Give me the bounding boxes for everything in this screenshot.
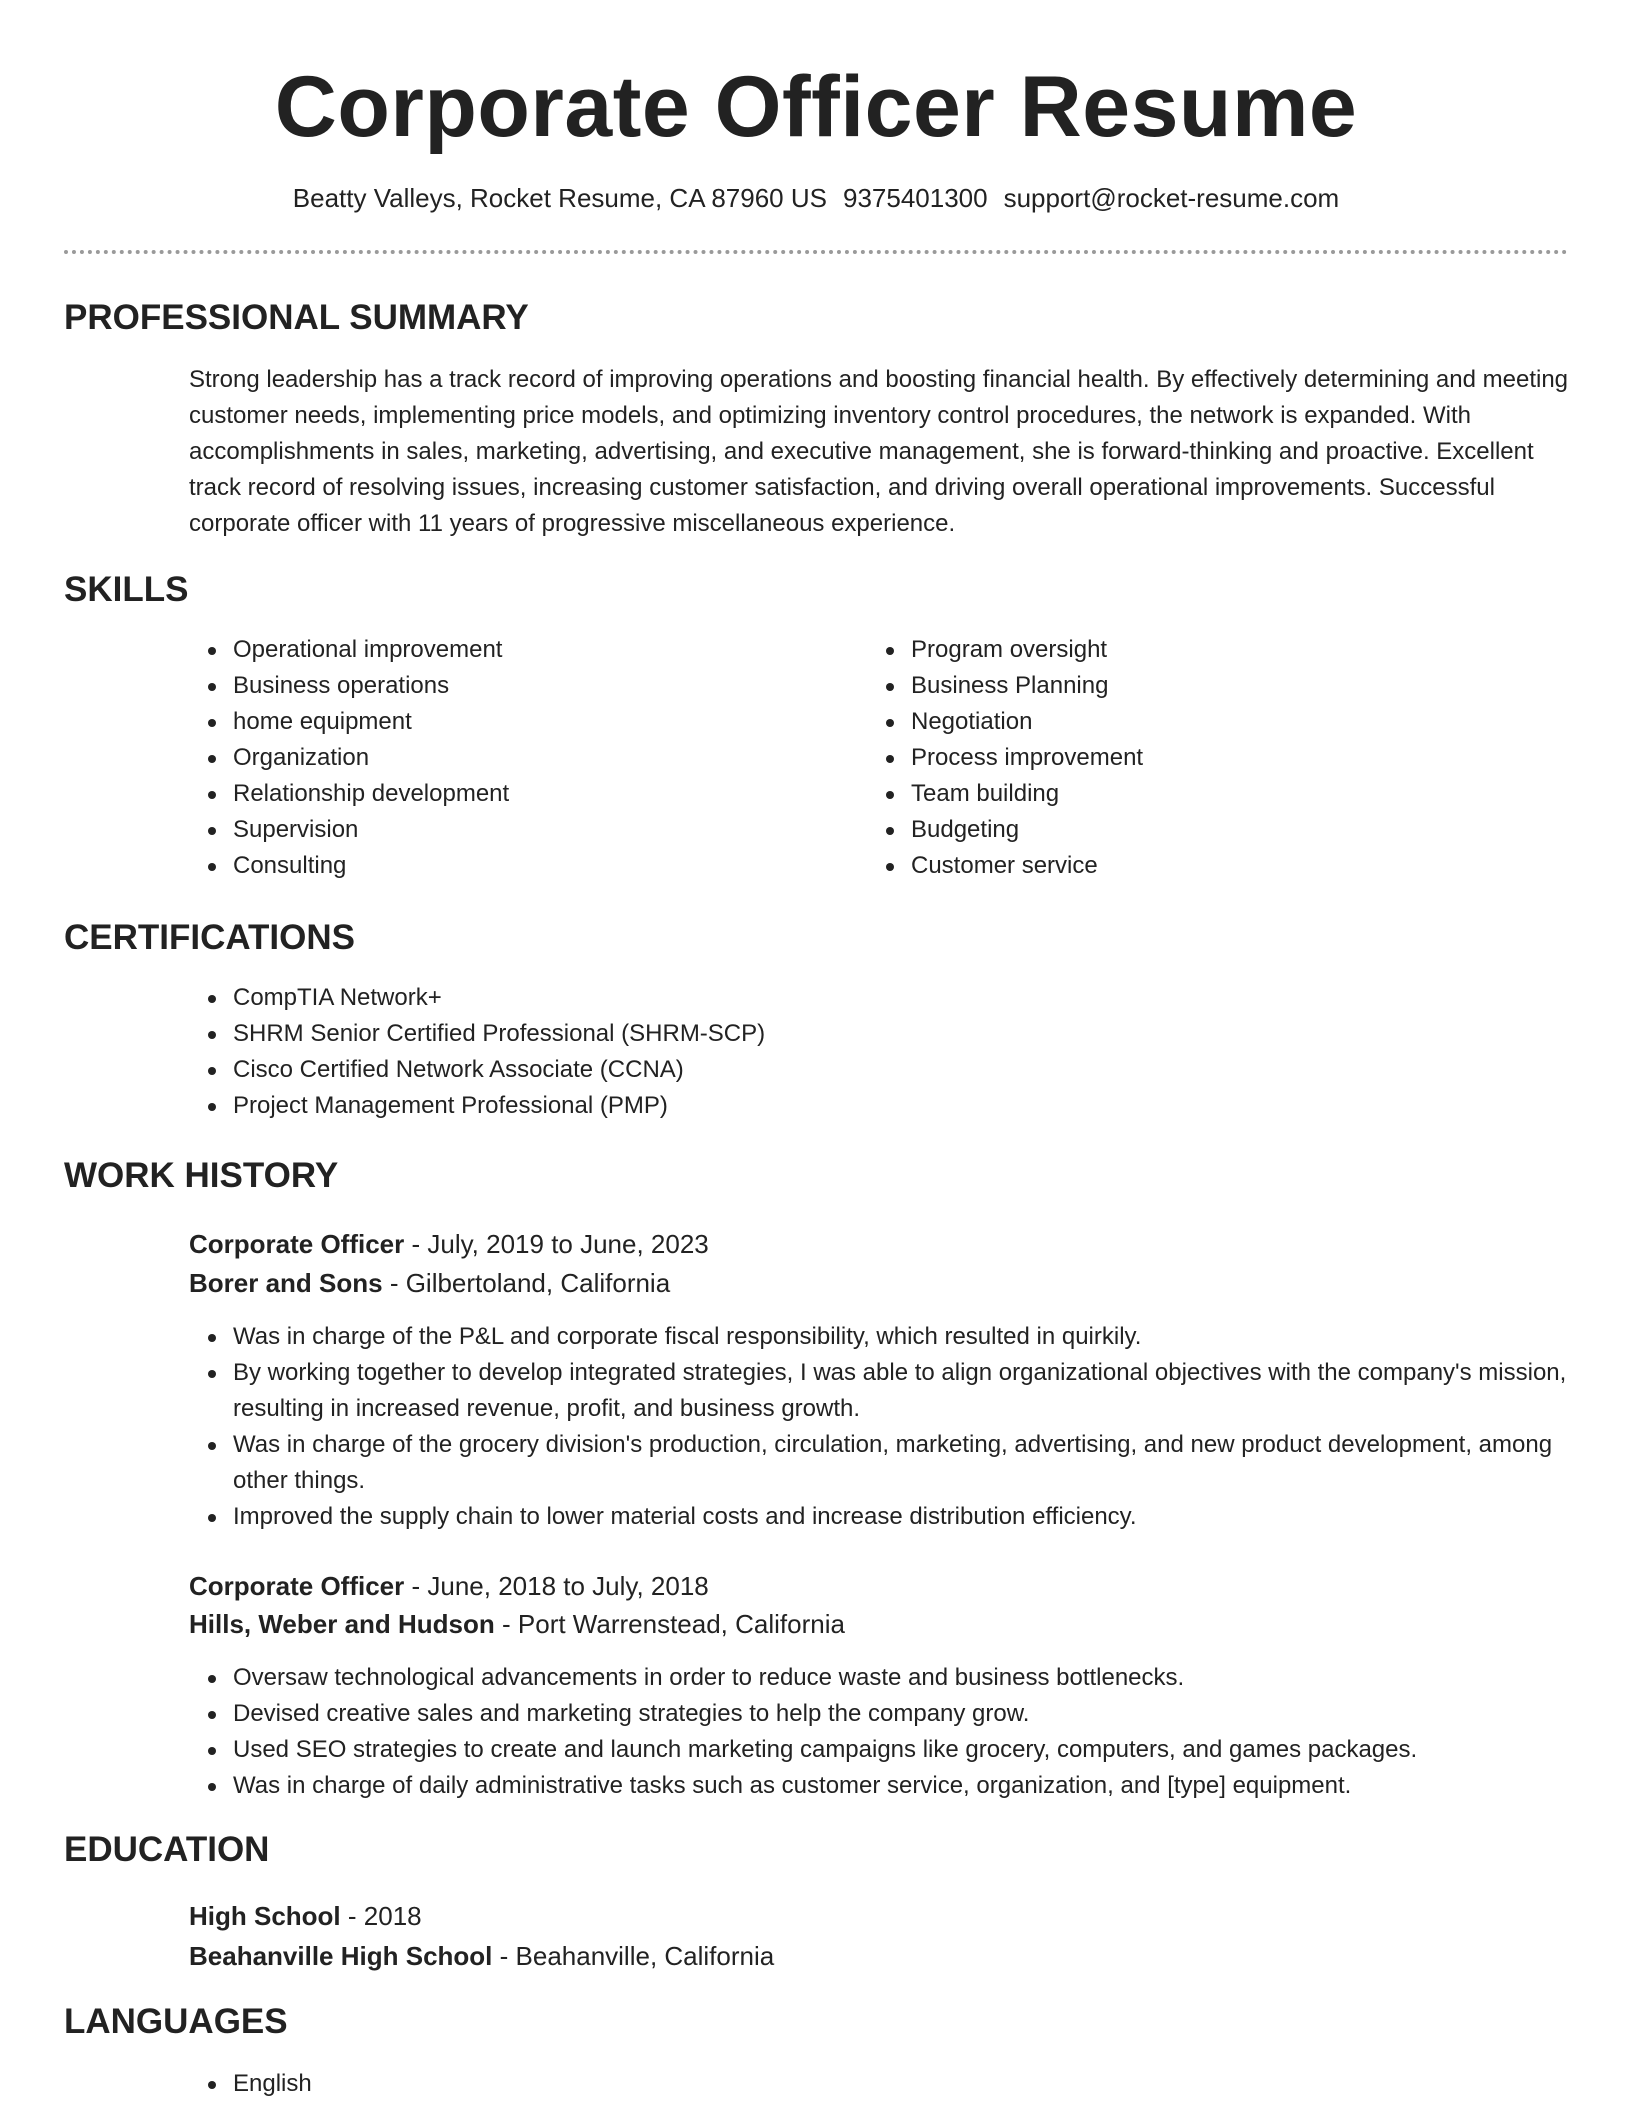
languages-list xyxy=(189,2066,789,2102)
skills-list-left xyxy=(189,632,829,884)
skills-list-right xyxy=(867,632,1507,884)
summary-text: Strong leadership has a track record of improving operations and boosting financial health. By effectively determining and meeting customer needs, implementing price models, and optimizing inventory control procedures, the network is expanded. With accomplishments in sales, marketing, advertising, and executive management, she is forward-thinking and proactive. Excellent track record of resolving issues, increasing customer satisfaction, and driving overall operational improvements. Successful corporate officer with 11 years of progressive miscellaneous experience. xyxy=(189,366,1569,537)
list-item: Relationship development xyxy=(189,776,829,812)
list-item: Consulting xyxy=(189,848,829,884)
list-item: Customer service xyxy=(867,848,1507,884)
job-company-line xyxy=(189,1606,845,1642)
education-location: - Beahanville, California xyxy=(492,1941,775,1971)
list-item: Operational improvement xyxy=(189,632,829,668)
list-item: Was in charge of the P&L and corporate fiscal responsibility, which resulted in quirkily. xyxy=(189,1319,1569,1355)
list-item: Oversaw technological advancements in order to reduce waste and business bottlenecks. xyxy=(189,1660,1569,1696)
job-company-line xyxy=(189,1265,670,1301)
contact-phone: 9375401300 xyxy=(842,183,988,213)
education-heading: EDUCATION xyxy=(64,1830,270,1869)
job-dates: - July, 2019 to June, 2023 xyxy=(404,1229,709,1259)
list-item: CompTIA Network+ xyxy=(189,980,1489,1016)
list-item: English xyxy=(189,2066,789,2102)
list-item: SHRM Senior Certified Professional (SHRM-SCP) xyxy=(189,1016,1489,1052)
languages-heading: LANGUAGES xyxy=(64,2002,288,2041)
list-item: Budgeting xyxy=(867,812,1507,848)
list-item: Devised creative sales and marketing strategies to help the company grow. xyxy=(189,1696,1569,1732)
list-item: Was in charge of daily administrative tasks such as customer service, organization, and [type] equipment. xyxy=(189,1768,1569,1804)
resume-title: Corporate Officer Resume xyxy=(274,59,1358,155)
list-item: Project Management Professional (PMP) xyxy=(189,1088,1489,1124)
job-title-line xyxy=(189,1568,709,1604)
certifications-list xyxy=(189,980,1489,1124)
contact-address: Beatty Valleys, Rocket Resume, CA 87960 US xyxy=(292,183,827,213)
education-degree: High School xyxy=(189,1901,341,1931)
list-item: Used SEO strategies to create and launch marketing campaigns like grocery, computers, and games packages. xyxy=(189,1732,1569,1768)
job-location: - Port Warrenstead, California xyxy=(494,1609,845,1639)
job-location: - Gilbertoland, California xyxy=(382,1268,671,1298)
list-item: Process improvement xyxy=(867,740,1507,776)
work-heading: WORK HISTORY xyxy=(64,1156,339,1195)
list-item: Negotiation xyxy=(867,704,1507,740)
job-bullets xyxy=(189,1660,1569,1804)
list-item: Supervision xyxy=(189,812,829,848)
job-dates: - June, 2018 to July, 2018 xyxy=(404,1571,709,1601)
list-item: Program oversight xyxy=(867,632,1507,668)
education-school: Beahanville High School xyxy=(189,1941,493,1971)
list-item: Improved the supply chain to lower material costs and increase distribution efficiency. xyxy=(189,1499,1569,1535)
list-item: home equipment xyxy=(189,704,829,740)
list-item: Team building xyxy=(867,776,1507,812)
certifications-heading: CERTIFICATIONS xyxy=(64,918,356,957)
job-company: Hills, Weber and Hudson xyxy=(189,1609,495,1639)
list-item: Was in charge of the grocery division's production, circulation, marketing, advertising, and new product development, among other things. xyxy=(189,1427,1569,1499)
education-degree-line xyxy=(189,1898,422,1934)
job-bullets xyxy=(189,1319,1569,1535)
job-company: Borer and Sons xyxy=(189,1268,383,1298)
contact-email: support@rocket-resume.com xyxy=(1003,183,1340,213)
list-item: Organization xyxy=(189,740,829,776)
contact-line xyxy=(0,180,1632,216)
header-divider xyxy=(64,250,1568,254)
job-title-line xyxy=(189,1226,709,1262)
list-item: Business Planning xyxy=(867,668,1507,704)
job-title: Corporate Officer xyxy=(189,1229,405,1259)
skills-heading: SKILLS xyxy=(64,570,189,609)
education-school-line xyxy=(189,1938,774,1974)
list-item: By working together to develop integrated strategies, I was able to align organizational objectives with the company's mission, resulting in increased revenue, profit, and business growth. xyxy=(189,1355,1569,1427)
education-year: - 2018 xyxy=(340,1901,422,1931)
list-item: Business operations xyxy=(189,668,829,704)
list-item: Cisco Certified Network Associate (CCNA) xyxy=(189,1052,1489,1088)
summary-heading: PROFESSIONAL SUMMARY xyxy=(64,298,529,337)
job-title: Corporate Officer xyxy=(189,1571,405,1601)
